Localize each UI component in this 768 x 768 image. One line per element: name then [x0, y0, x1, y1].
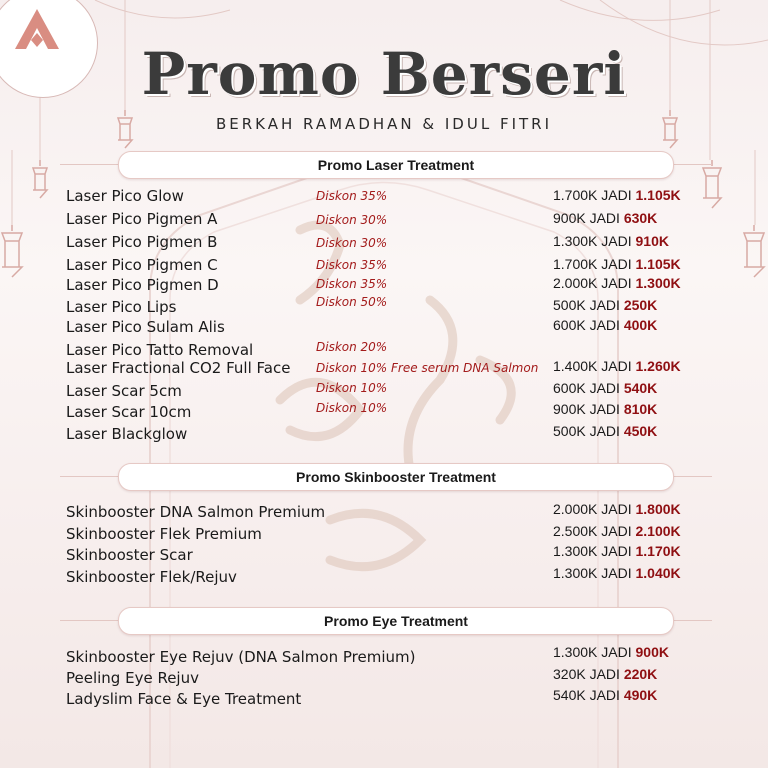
discount-label: Diskon 30%	[316, 236, 388, 250]
treatment-name: Laser Blackglow	[66, 425, 188, 443]
list-item	[0, 185, 768, 207]
price	[553, 233, 669, 249]
page-title: Promo Berseri	[141, 40, 627, 108]
price	[553, 523, 681, 539]
price-new: 630K	[623, 210, 658, 226]
list-item	[0, 401, 768, 423]
price-new: 810K	[623, 401, 658, 417]
price-new: 490K	[623, 687, 658, 703]
treatment-name: Laser Pico Pigmen D	[66, 276, 219, 294]
list-item	[0, 208, 768, 230]
price-old: 2.500K JADI	[553, 523, 632, 539]
treatment-name: Laser Pico Tatto Removal	[66, 341, 254, 359]
price-old: 1.700K JADI	[553, 187, 632, 203]
price-old: 1.300K JADI	[553, 233, 632, 249]
price-new: 1.800K	[635, 501, 681, 517]
list-item	[0, 231, 768, 253]
discount-label: Diskon 35%	[316, 277, 388, 291]
section-header-eye: Promo Eye Treatment	[118, 607, 674, 635]
discount-label: Diskon 10%	[316, 401, 388, 415]
price	[553, 543, 681, 559]
price-new: 1.040K	[635, 565, 681, 581]
treatment-name: Skinbooster Eye Rejuv (DNA Salmon Premium)	[66, 648, 416, 666]
price	[553, 666, 657, 682]
price-new: 900K	[635, 644, 669, 660]
price-old: 600K JADI	[553, 380, 620, 396]
price-new: 1.260K	[635, 358, 681, 374]
treatment-name: Skinbooster DNA Salmon Premium	[66, 503, 326, 521]
treatment-name: Laser Pico Sulam Alis	[66, 318, 225, 336]
price-new: 250K	[623, 297, 658, 313]
price-old: 1.300K JADI	[553, 565, 632, 581]
discount-label: Diskon 50%	[316, 295, 388, 309]
page-subtitle: BERKAH RAMADHAN & IDUL FITRI	[215, 115, 553, 133]
price	[553, 401, 657, 417]
treatment-name: Laser Fractional CO2 Full Face	[66, 359, 291, 377]
price-new: 1.105K	[635, 187, 681, 203]
treatment-name: Laser Pico Pigmen C	[66, 256, 218, 274]
price-new: 400K	[623, 317, 658, 333]
treatment-name: Laser Pico Pigmen B	[66, 233, 218, 251]
price	[553, 210, 657, 226]
price-old: 900K JADI	[553, 210, 620, 226]
list-item	[0, 423, 768, 445]
list-item	[0, 667, 768, 689]
list-item	[0, 688, 768, 710]
list-item	[0, 566, 768, 588]
price-new: 1.170K	[635, 543, 681, 559]
treatment-name: Ladyslim Face & Eye Treatment	[66, 690, 302, 708]
list-item	[0, 380, 768, 402]
price-new: 540K	[623, 380, 658, 396]
list-item	[0, 544, 768, 566]
price	[553, 358, 681, 374]
price-new: 910K	[635, 233, 669, 249]
list-item	[0, 274, 768, 296]
price	[553, 317, 657, 333]
price-new: 220K	[623, 666, 658, 682]
price-new: 1.105K	[635, 256, 681, 272]
list-item	[0, 316, 768, 338]
list-item	[0, 501, 768, 523]
price	[553, 423, 657, 439]
treatment-name: Peeling Eye Rejuv	[66, 669, 199, 687]
treatment-name: Skinbooster Flek/Rejuv	[66, 568, 237, 586]
list-item	[0, 523, 768, 545]
price-old: 320K JADI	[553, 666, 620, 682]
price	[553, 187, 681, 203]
treatment-name: Laser Pico Pigmen A	[66, 210, 218, 228]
price-old: 2.000K JADI	[553, 501, 632, 517]
discount-label: Diskon 20%	[316, 340, 388, 354]
price-old: 500K JADI	[553, 297, 620, 313]
section-header-laser: Promo Laser Treatment	[118, 151, 674, 179]
price	[553, 297, 657, 313]
treatment-name: Laser Scar 10cm	[66, 403, 192, 421]
treatment-name: Laser Pico Lips	[66, 298, 177, 316]
list-item	[0, 296, 768, 318]
section-header-skinbooster: Promo Skinbooster Treatment	[118, 463, 674, 491]
price-old: 1.700K JADI	[553, 256, 632, 272]
discount-label: Diskon 30%	[316, 213, 388, 227]
price	[553, 275, 681, 291]
discount-label: Diskon 35%	[316, 189, 388, 203]
price	[553, 256, 681, 272]
price-old: 1.300K JADI	[553, 644, 632, 660]
discount-label: Diskon 10%	[316, 381, 388, 395]
price	[553, 380, 657, 396]
price-new: 1.300K	[635, 275, 681, 291]
price	[553, 501, 681, 517]
price-old: 1.400K JADI	[553, 358, 632, 374]
treatment-name: Laser Scar 5cm	[66, 382, 182, 400]
price-old: 600K JADI	[553, 317, 620, 333]
price-new: 450K	[623, 423, 658, 439]
treatment-name: Skinbooster Scar	[66, 546, 193, 564]
price	[553, 565, 681, 581]
price-old: 1.300K JADI	[553, 543, 632, 559]
list-item	[0, 646, 768, 668]
list-item	[0, 357, 768, 379]
price	[553, 644, 669, 660]
discount-label: Diskon 10% Free serum DNA Salmon	[316, 361, 539, 375]
treatment-name: Laser Pico Glow	[66, 187, 184, 205]
price-old: 900K JADI	[553, 401, 620, 417]
price	[553, 687, 657, 703]
discount-label: Diskon 35%	[316, 258, 388, 272]
price-old: 2.000K JADI	[553, 275, 632, 291]
list-item	[0, 254, 768, 276]
price-new: 2.100K	[635, 523, 681, 539]
price-old: 500K JADI	[553, 423, 620, 439]
treatment-name: Skinbooster Flek Premium	[66, 525, 262, 543]
price-old: 540K JADI	[553, 687, 620, 703]
